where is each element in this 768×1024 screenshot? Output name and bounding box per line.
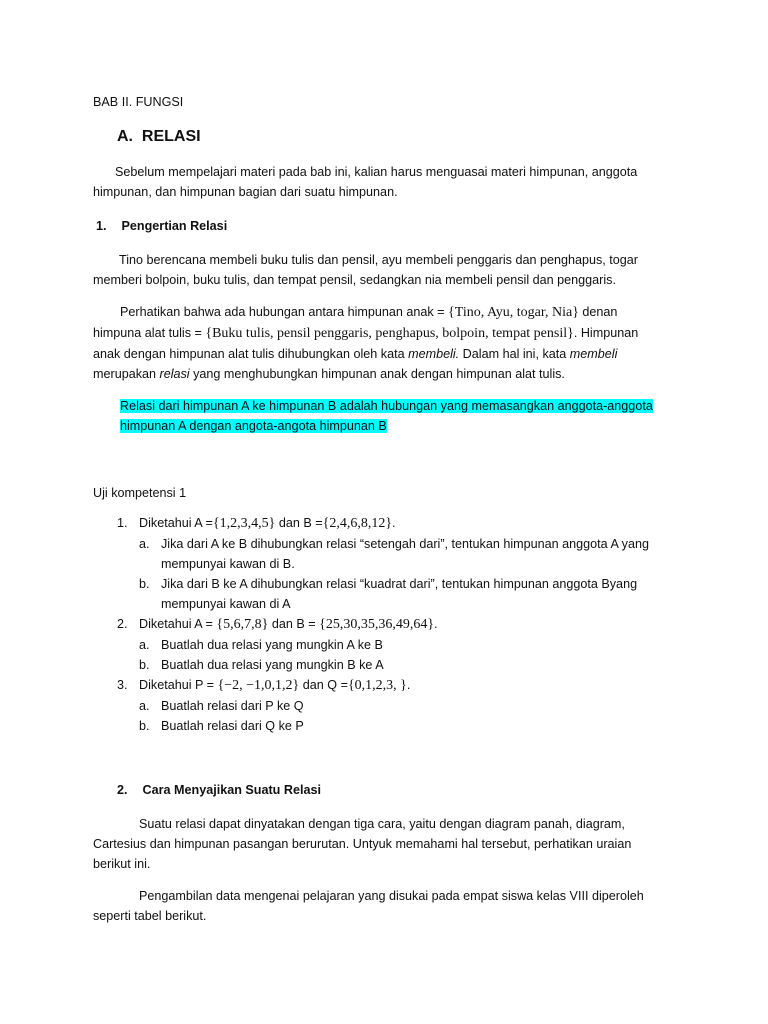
exercise-subitem-continuation: mempunyai kawan di A <box>161 597 291 611</box>
exercise-number: 2. <box>117 617 128 631</box>
subitem-text: Buatlah relasi dari Q ke P <box>161 719 304 733</box>
section-title: RELASI <box>141 128 201 145</box>
section-number: A. <box>117 128 133 145</box>
text-span: . Himpunan <box>573 326 639 340</box>
text-span: Diketahui P = <box>139 678 218 692</box>
exercise-list <box>117 513 677 736</box>
subitem-letter: b. <box>139 719 150 733</box>
text-span: merupakan <box>93 367 160 381</box>
subitem-letter: a. <box>139 537 150 551</box>
exercise-subitem <box>117 716 677 736</box>
set-expression: {0,1,2,3, } <box>347 678 407 693</box>
subitem-text: Jika dari B ke A dihubungkan relasi “kuadrat dari”, tentukan himpunan anggota Byang <box>161 577 638 591</box>
exercise-item <box>117 513 677 534</box>
subsection-2-number: 2. <box>117 783 128 797</box>
section-heading <box>117 127 201 147</box>
paragraph-line: seperti tabel berikut. <box>93 909 207 923</box>
text-span: dan B = <box>268 617 320 631</box>
text-span: . <box>406 678 411 692</box>
paragraph-line: Cartesius dan himpunan pasangan berurutan. Untyuk memahami hal tersebut, perhatikan uraian <box>93 837 632 851</box>
subitem-letter: b. <box>139 658 150 672</box>
italic-word-membeli: membeli <box>569 347 618 361</box>
italic-word-membeli: membeli. <box>408 347 460 361</box>
exercise-item <box>117 675 677 696</box>
paragraph-relation-line-1 <box>93 302 673 323</box>
text-span: . <box>392 516 396 530</box>
subitem-letter: a. <box>139 699 150 713</box>
text-span: Perhatikan bahwa ada hubungan antara himpunan anak = <box>120 305 449 319</box>
exercise-subitem <box>117 534 677 554</box>
paragraph-data-intro <box>93 886 673 926</box>
subitem-text: Buatlah dua relasi yang mungkin A ke B <box>161 638 383 652</box>
set-anak: {Tino, Ayu, togar, Nia} <box>448 305 579 320</box>
intro-paragraph: Sebelum mempelajari materi pada bab ini, kalian harus menguasai materi himpunan, anggota himpunan, dan himpunan bagian dari suatu himpunan. <box>93 165 638 199</box>
paragraph-relation-line-2 <box>93 323 673 344</box>
text-span: Dalam hal ini, kata <box>459 347 570 361</box>
subitem-text: Buatlah relasi dari P ke Q <box>161 699 304 713</box>
set-expression: {−2, −1,0,1,2} <box>217 678 300 693</box>
subsection-1-title: Pengertian Relasi <box>121 219 228 233</box>
text-span: dan Q = <box>299 678 348 692</box>
italic-word-relasi: relasi <box>159 367 190 381</box>
paragraph-line: berikut ini. <box>93 857 151 871</box>
definition-box <box>120 396 653 436</box>
subsection-2-title: Cara Menyajikan Suatu Relasi <box>142 783 321 797</box>
text-span: . <box>434 617 438 631</box>
paragraph-example: Tino berencana membeli buku tulis dan pensil, ayu membeli penggaris dan penghapus, togar memberi bolpoin, buku tulis, dan tempat pensil, sedangkan nia membeli pensil dan penggaris. <box>93 253 638 287</box>
exercise-number: 3. <box>117 678 128 692</box>
definition-line-1: Relasi dari himpunan A ke himpunan B adalah hubungan yang memasangkan anggota-anggota <box>120 399 653 413</box>
definition-line-2: himpunan A dengan angota-angota himpunan B <box>120 419 387 433</box>
paragraph-presentation <box>93 814 673 874</box>
paragraph-relation <box>93 302 673 384</box>
paragraph-line: Suatu relasi dapat dinyatakan dengan tiga cara, yaitu dengan diagram panah, diagram, <box>139 817 625 831</box>
paragraph-relation-line-3 <box>93 344 673 364</box>
subitem-letter: b. <box>139 577 150 591</box>
subsection-1-heading <box>96 216 227 236</box>
paragraph-line: Pengambilan data mengenai pelajaran yang disukai pada empat siswa kelas VIII diperoleh <box>139 889 644 903</box>
subitem-text: Buatlah dua relasi yang mungkin B ke A <box>161 658 384 672</box>
exercise-subitem <box>117 696 677 716</box>
text-span: yang menghubungkan himpunan anak dengan himpunan alat tulis. <box>189 367 565 381</box>
exercise-title: Uji kompetensi 1 <box>93 486 187 500</box>
exercise-item <box>117 614 677 635</box>
text-span: denan <box>578 305 618 319</box>
set-expression: {2,4,6,8,12} <box>322 516 393 531</box>
subitem-letter: a. <box>139 638 150 652</box>
text-span: dan B = <box>275 516 323 530</box>
set-expression: {25,30,35,36,49,64} <box>319 617 435 632</box>
paragraph-relation-line-4 <box>93 364 673 384</box>
set-expression: {5,6,7,8} <box>216 617 269 632</box>
text-span: Diketahui A = <box>139 617 217 631</box>
text-span: Diketahui A = <box>139 516 213 530</box>
exercise-subitem <box>117 655 677 675</box>
text-span: anak dengan himpunan alat tulis dihubungkan oleh kata <box>93 347 409 361</box>
set-alat-tulis: {Buku tulis, pensil penggaris, penghapus, bolpoin, tempat pensil} <box>205 326 574 341</box>
exercise-subitem-continuation: mempunyai kawan di B. <box>161 557 295 571</box>
exercise-subitem <box>117 635 677 655</box>
subsection-2-heading <box>117 780 321 800</box>
text-span: himpuna alat tulis = <box>93 326 206 340</box>
exercise-number: 1. <box>117 516 128 530</box>
set-expression: {1,2,3,4,5} <box>212 516 276 531</box>
chapter-title: BAB II. FUNGSI <box>93 95 184 109</box>
subsection-1-number: 1. <box>96 219 107 233</box>
subitem-text: Jika dari A ke B dihubungkan relasi “setengah dari”, tentukan himpunan anggota A yang <box>161 537 649 551</box>
exercise-subitem <box>117 574 677 594</box>
